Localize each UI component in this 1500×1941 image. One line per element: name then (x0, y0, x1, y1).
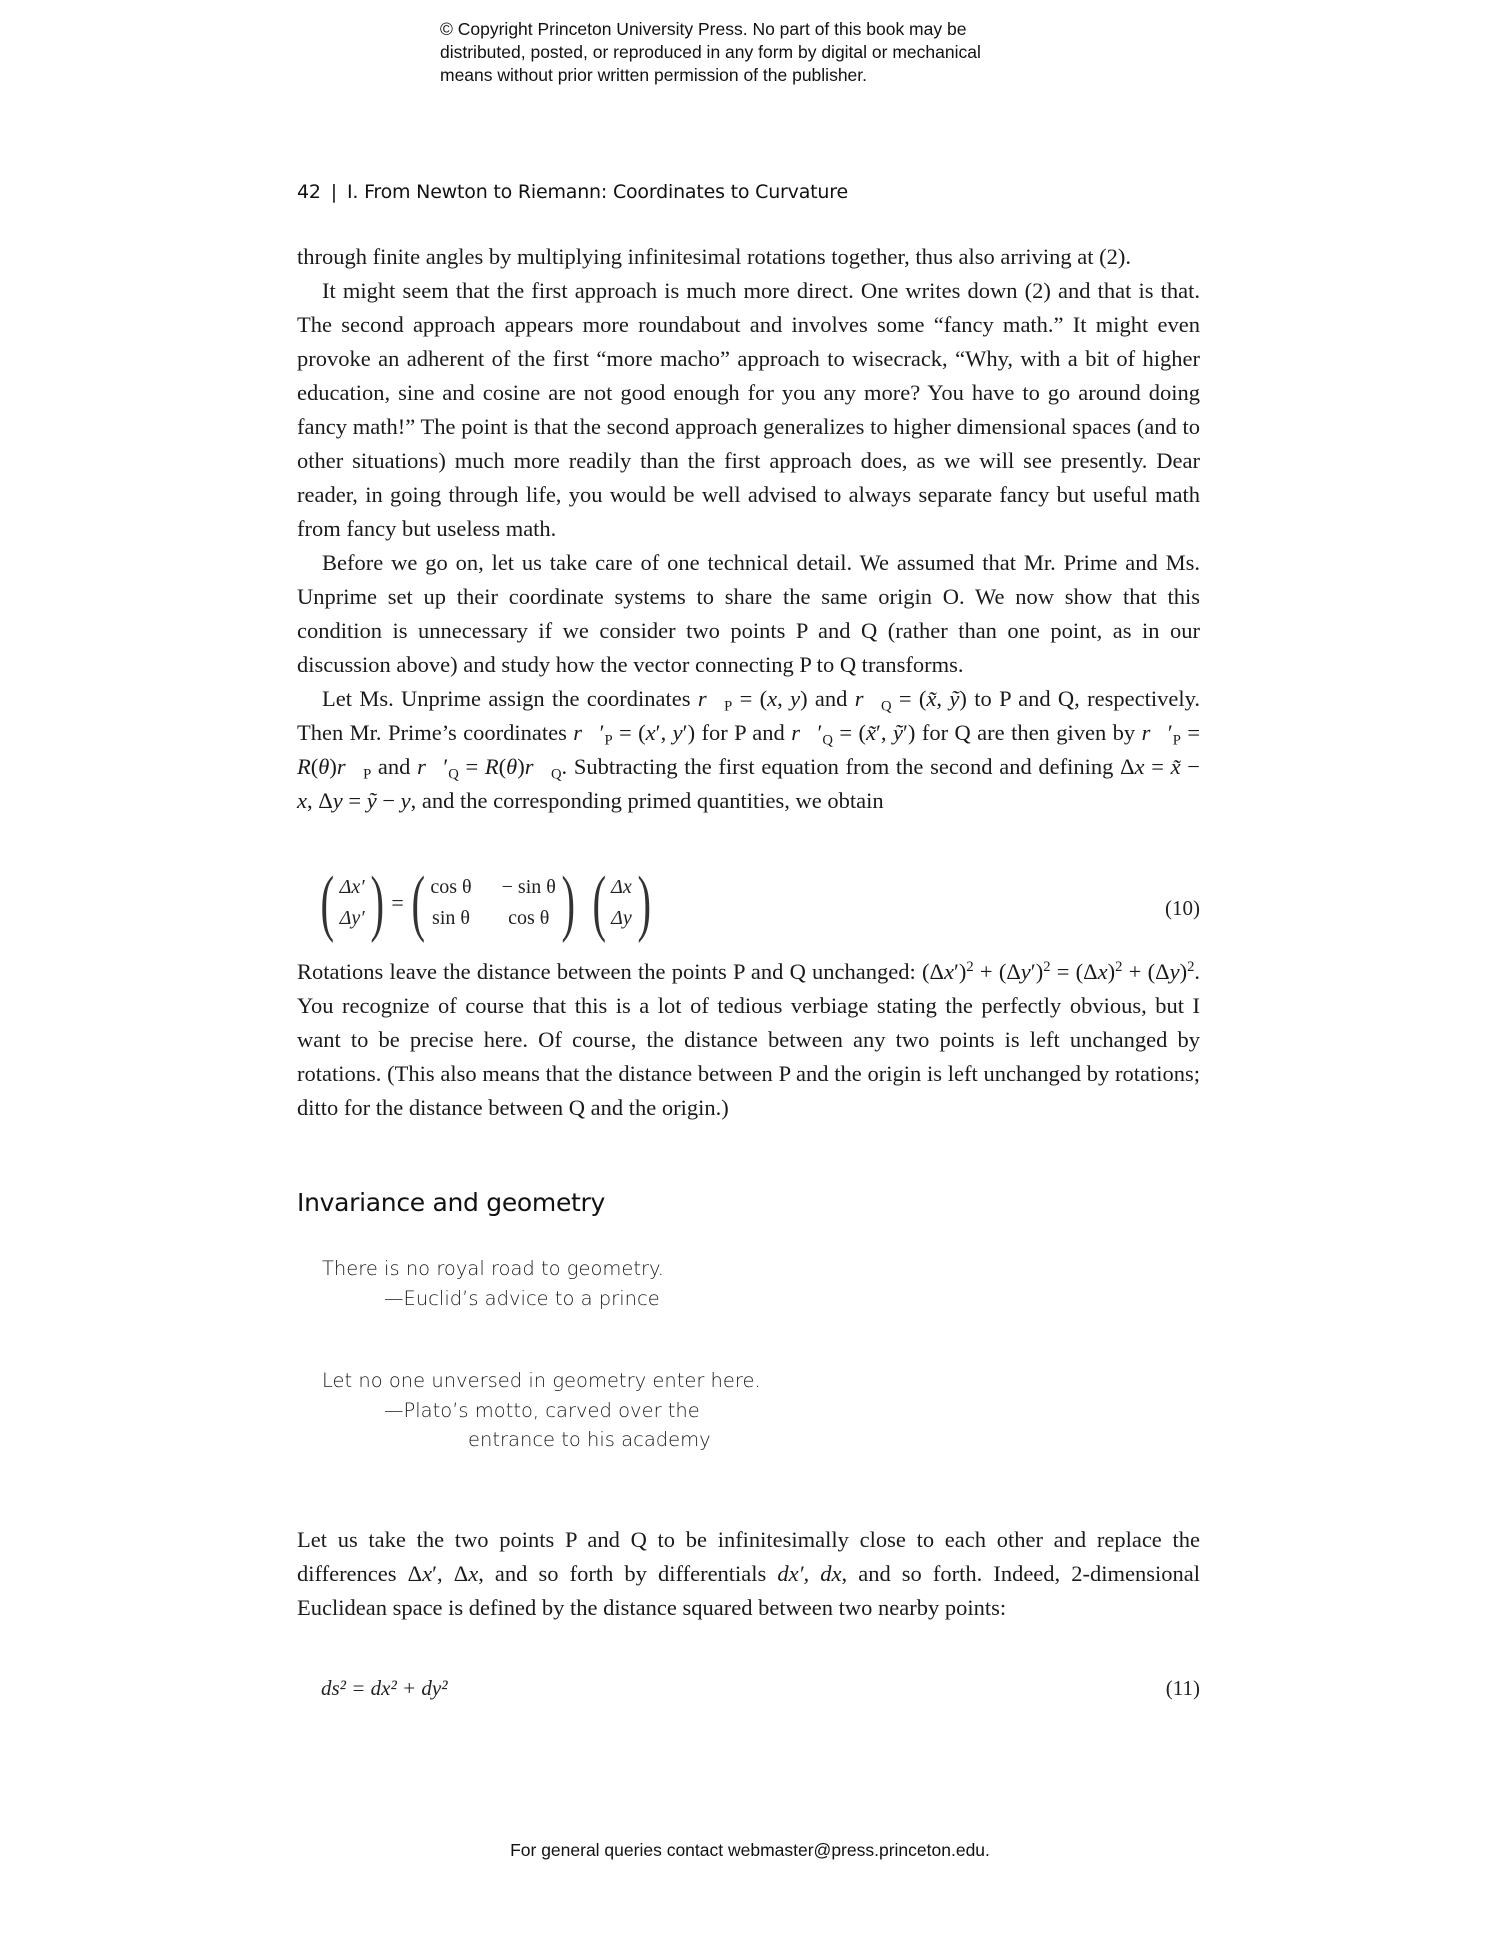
paragraph-3: Before we go on, let us take care of one technical detail. We assumed that Mr. Prime and Ms. Unprime set up their coordinate systems to share the same origin O. We now show that this condition is unnecessary if we consider two points P and Q (rather than one point, as in our discussion above) and study how the vector connecting P to Q transforms. (297, 550, 1200, 677)
epigraph-quote: Let no one unversed in geometry enter here. (322, 1369, 761, 1392)
lhs-vector: Δx′ Δy′ (339, 876, 365, 929)
epigraph-attribution: —Plato’s motto, carved over the (384, 1399, 700, 1422)
equation-10 (297, 862, 1200, 956)
inline-math-rP-prime: $r⃗'_P = (x'$, y′) (573, 720, 696, 749)
inline-math-rotation-Q: $r⃗'_Q$ = $R(\theta)r⃗_Q$ (417, 754, 562, 783)
inline-math-rQ: $r⃗_Q$ = (x̃, ỹ) (854, 686, 967, 715)
inline-math-rotation-P: $r⃗'_P$ = $R(\theta)r⃗_P$ (297, 720, 1201, 783)
epigraph-plato (322, 1366, 761, 1454)
left-paren: ( (411, 862, 425, 944)
equation-number: (10) (1165, 896, 1200, 920)
epigraph-attribution: —Euclid’s advice to a prince (384, 1287, 660, 1310)
equals-sign: = (391, 890, 404, 915)
inline-math-rQ-prime: $r⃗'_Q$ = (x̃′, ỹ′) (791, 720, 916, 749)
equation-11 (297, 1676, 1200, 1710)
left-paren: ( (592, 862, 606, 944)
copyright-line: distributed, posted, or reproduced in any form by digital or mechanical (440, 42, 981, 62)
running-head-separator: | (330, 181, 337, 203)
footer-contact: For general queries contact webmaster@press.princeton.edu. (510, 1840, 990, 1860)
paragraph-6: Let us take the two points P and Q to be infinitesimally close to each other and replace the differences Δx′, Δx, and so forth by differentials dx′, dx, and so forth. Indeed, 2-dimensional Euclidean space is defined by the distance squared between two nearby points: (297, 1527, 1200, 1620)
paragraph-4: Let Ms. Unprime assign the coordinates $r⃗_P = (x$, y) and $r⃗_Q$ = (x̃, ỹ) to P and Q, respectively. Then Mr. Prime’s coordinates $r⃗'_P = (x'$, y′) for P and $r⃗'_Q$ = (x̃′, ỹ′) for Q are then given by $r⃗'_P$ = $R(\theta)r⃗_P$ and $r⃗'_Q$ = $R(\theta)r⃗_Q$. Subtracting the first equation from the second and defining Δx = x̃ − x, Δy = ỹ − y, and the corresponding primed quantities, we obtain (297, 686, 1201, 813)
paragraph-2: It might seem that the first approach is much more direct. One writes down (2) and that is that. The second approach appears more roundabout and involves some “fancy math.” It might even provoke an adherent of the first “more macho” approach to wisecrack, “Why, with a bit of higher education, sine and cosine are not good enough for you any more? You have to go around doing fancy math!” The point is that the second approach generalizes to higher dimensional spaces (and to other situations) much more readily than the first approach does, as we will see presently. Dear reader, in going through life, you would be well advised to always separate fancy but useful math from fancy but useless math. (297, 278, 1200, 541)
running-head (297, 181, 848, 203)
page-number: 42 (297, 181, 321, 203)
matrix-equation (297, 862, 1200, 944)
line-element-formula: ds² = dx² + dy² (321, 1676, 448, 1700)
copyright-notice (440, 18, 1080, 87)
right-paren: ) (561, 862, 575, 944)
rotation-matrix: cos θ − sin θ sin θ cos θ (430, 876, 556, 929)
inline-math-differentials: dx′, dx (777, 1561, 842, 1586)
body-block-2 (297, 955, 1200, 1125)
epigraph-quote: There is no royal road to geometry. (322, 1257, 665, 1280)
chapter-title: I. From Newton to Riemann: Coordinates to Curvature (346, 181, 848, 203)
copyright-line: © Copyright Princeton University Press. No part of this book may be (440, 19, 967, 39)
paragraph-1: through finite angles by multiplying infinitesimal rotations together, thus also arriving at (2). (297, 244, 1131, 269)
copyright-line: means without prior written permission of the publisher. (440, 65, 868, 85)
equation-number: (11) (1165, 1676, 1200, 1700)
rhs-vector: Δx Δy (611, 876, 632, 929)
section-heading: Invariance and geometry (297, 1188, 606, 1217)
inline-math-rP: $r⃗_P = (x$, y) (697, 686, 808, 715)
body-block-3 (297, 1523, 1200, 1625)
epigraph-euclid (322, 1254, 664, 1314)
right-paren: ) (637, 862, 651, 944)
inline-math-deltas: Δx = x̃ − x, Δy = ỹ − y (297, 754, 1200, 813)
paragraph-5: Rotations leave the distance between the points P and Q unchanged: $(\Delta x')^2 + (\Delta y')^2 = (\Delta x)^2 + (\Delta y)^2$. You recognize of course that this is a lot of tedious verbiage stating the perfectly obvious, but I want to be precise here. Of course, the distance between any two points is left unchanged by rotations. (This also means that the distance between P and the origin is left unchanged by rotations; ditto for the distance between Q and the origin.) (297, 958, 1200, 1120)
left-paren: ( (320, 862, 335, 944)
right-paren: ) (370, 862, 384, 944)
epigraph-attribution-continued: entrance to his academy (468, 1428, 711, 1451)
body-block-1 (297, 240, 1200, 818)
inline-math-differences: Δx′, Δx (407, 1561, 479, 1586)
inline-math-distance: $(\Delta x')^2 + (\Delta y')^2 = (\Delta x)^2 + (\Delta y)^2$ (921, 958, 1195, 984)
